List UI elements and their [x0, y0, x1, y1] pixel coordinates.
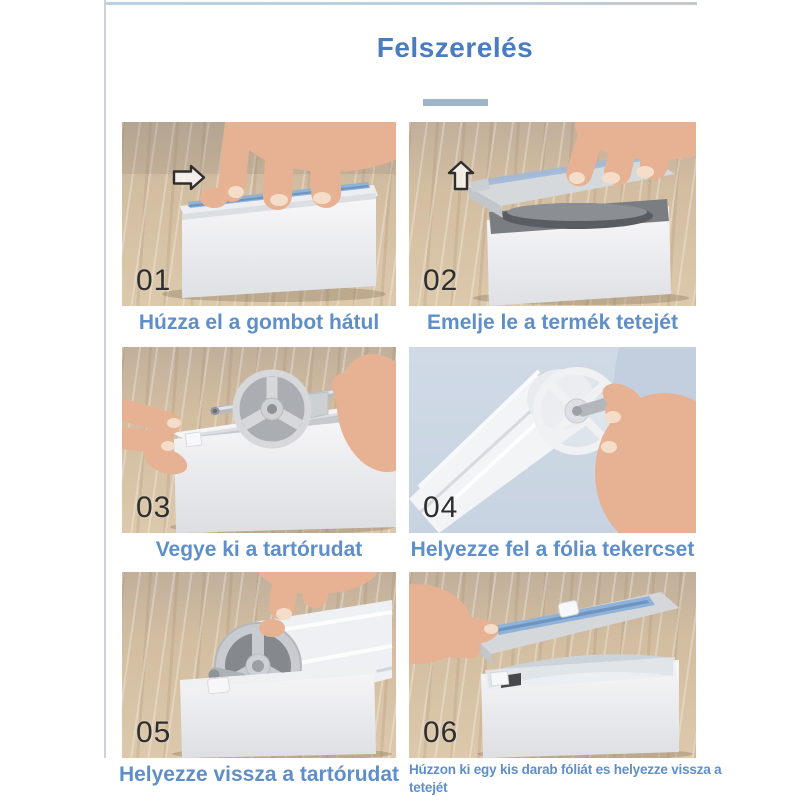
dispenser-box	[487, 199, 671, 306]
step-caption: Húzza el a gombot hátul	[138, 311, 380, 334]
left-hand	[122, 396, 191, 479]
left-border-line	[104, 0, 106, 758]
step-number: 06	[423, 716, 459, 749]
dispenser-box	[481, 654, 679, 758]
step-1	[122, 122, 396, 335]
step-number: 05	[136, 716, 172, 749]
step-3-photo	[122, 347, 396, 533]
step-2-photo	[409, 122, 696, 306]
top-border-line	[105, 2, 697, 5]
step-6	[409, 572, 722, 796]
step-caption: Emelje le a termék tetejét	[427, 311, 678, 334]
step-4	[409, 347, 696, 562]
step-caption: Helyezze fel a fólia tekercset	[410, 538, 695, 561]
step-1-photo	[122, 122, 396, 306]
step-4-photo	[409, 347, 696, 533]
step-caption: Vegye ki a tartórudat	[155, 538, 363, 561]
step-caption: Helyezze vissza a tartórudat	[118, 763, 400, 786]
step-5-photo	[122, 572, 396, 758]
title-underline	[423, 99, 488, 106]
step-5	[118, 572, 400, 787]
step-number: 01	[136, 264, 172, 297]
arrow-up-icon	[449, 162, 473, 189]
step-3	[122, 347, 396, 562]
fingernail	[276, 608, 292, 620]
step-number: 03	[136, 491, 172, 524]
step-6-photo	[409, 572, 696, 758]
fingernail	[484, 624, 498, 634]
step-caption: Húzzon ki egy kis darab fóliát es helyezze vissza a tetejét	[409, 762, 722, 795]
step-number: 04	[423, 491, 459, 524]
holder-wheel	[236, 373, 308, 445]
page-title: Felszerelés	[376, 32, 534, 63]
dispenser-lid	[469, 592, 679, 666]
step-number: 02	[423, 264, 459, 297]
dispenser-box	[180, 666, 378, 758]
step-2	[409, 122, 696, 335]
hand	[595, 377, 696, 533]
